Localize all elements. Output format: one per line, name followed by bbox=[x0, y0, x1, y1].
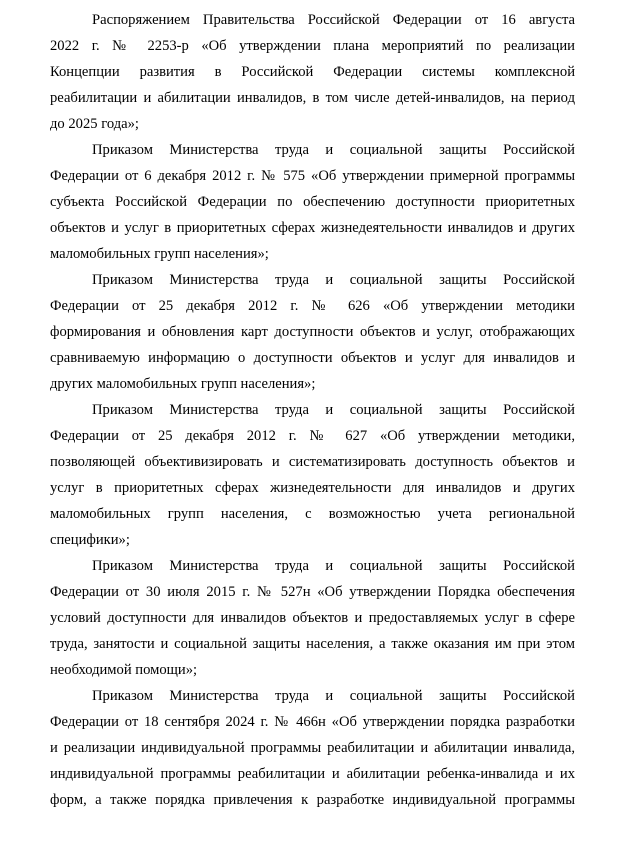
text-line: Федерации от 25 декабря 2012 г. № 627 «Об утверждении методики, bbox=[50, 428, 575, 444]
paragraph bbox=[50, 553, 575, 683]
text-line: реабилитации и абилитации инвалидов, в том числе детей-инвалидов, на период bbox=[50, 90, 575, 106]
text-line: маломобильных групп населения»; bbox=[50, 246, 269, 262]
text-line: маломобильных групп населения, с возможностью учета региональной bbox=[50, 506, 575, 522]
text-line: необходимой помощи»; bbox=[50, 662, 198, 678]
text-line: Приказом Министерства труда и социальной защиты Российской bbox=[92, 402, 575, 418]
text-line: труда, занятости и социальной защиты населения, а также оказания им при этом bbox=[50, 636, 575, 652]
text-line: до 2025 года»; bbox=[50, 116, 139, 132]
text-line: форм, а также порядка привлечения к разработке индивидуальной программы bbox=[50, 792, 575, 808]
text-line: Приказом Министерства труда и социальной защиты Российской bbox=[92, 688, 575, 704]
text-line: 2022 г. № 2253-р «Об утверждении плана мероприятий по реализации bbox=[50, 38, 575, 54]
document-text bbox=[50, 7, 575, 813]
text-line: объектов и услуг в приоритетных сферах жизнедеятельности инвалидов и других bbox=[50, 220, 575, 236]
text-line: Приказом Министерства труда и социальной защиты Российской bbox=[92, 558, 575, 574]
text-line: Приказом Министерства труда и социальной защиты Российской bbox=[92, 272, 575, 288]
text-line: специфики»; bbox=[50, 532, 130, 548]
text-line: Распоряжением Правительства Российской Федерации от 16 августа bbox=[92, 12, 575, 28]
text-line: Федерации от 25 декабря 2012 г. № 626 «Об утверждении методики bbox=[50, 298, 575, 314]
text-line: условий доступности для инвалидов объектов и предоставляемых услуг в сфере bbox=[50, 610, 575, 626]
text-line: сравниваемую информацию о доступности объектов и услуг для инвалидов и bbox=[50, 350, 575, 366]
text-line: других маломобильных групп населения»; bbox=[50, 376, 316, 392]
text-line: позволяющей объективизировать и систематизировать доступность объектов и bbox=[50, 454, 575, 470]
text-line: и реализации индивидуальной программы реабилитации и абилитации инвалида, bbox=[50, 740, 575, 756]
text-line: Федерации от 30 июля 2015 г. № 527н «Об утверждении Порядка обеспечения bbox=[50, 584, 575, 600]
text-line: субъекта Российской Федерации по обеспечению доступности приоритетных bbox=[50, 194, 575, 210]
text-line: Федерации от 18 сентября 2024 г. № 466н «Об утверждении порядка разработки bbox=[50, 714, 575, 730]
text-line: индивидуальной программы реабилитации и абилитации ребенка-инвалида и их bbox=[50, 766, 575, 782]
paragraph bbox=[50, 7, 575, 137]
text-line: Приказом Министерства труда и социальной защиты Российской bbox=[92, 142, 575, 158]
paragraph bbox=[50, 397, 575, 553]
paragraph bbox=[50, 683, 575, 813]
text-line: Концепции развития в Российской Федерации системы комплексной bbox=[50, 64, 575, 80]
paragraph bbox=[50, 137, 575, 267]
text-line: услуг в приоритетных сферах жизнедеятельности для инвалидов и других bbox=[50, 480, 575, 496]
text-line: Федерации от 6 декабря 2012 г. № 575 «Об утверждении примерной программы bbox=[50, 168, 575, 184]
text-line: формирования и обновления карт доступности объектов и услуг, отображающих bbox=[50, 324, 575, 340]
paragraph bbox=[50, 267, 575, 397]
